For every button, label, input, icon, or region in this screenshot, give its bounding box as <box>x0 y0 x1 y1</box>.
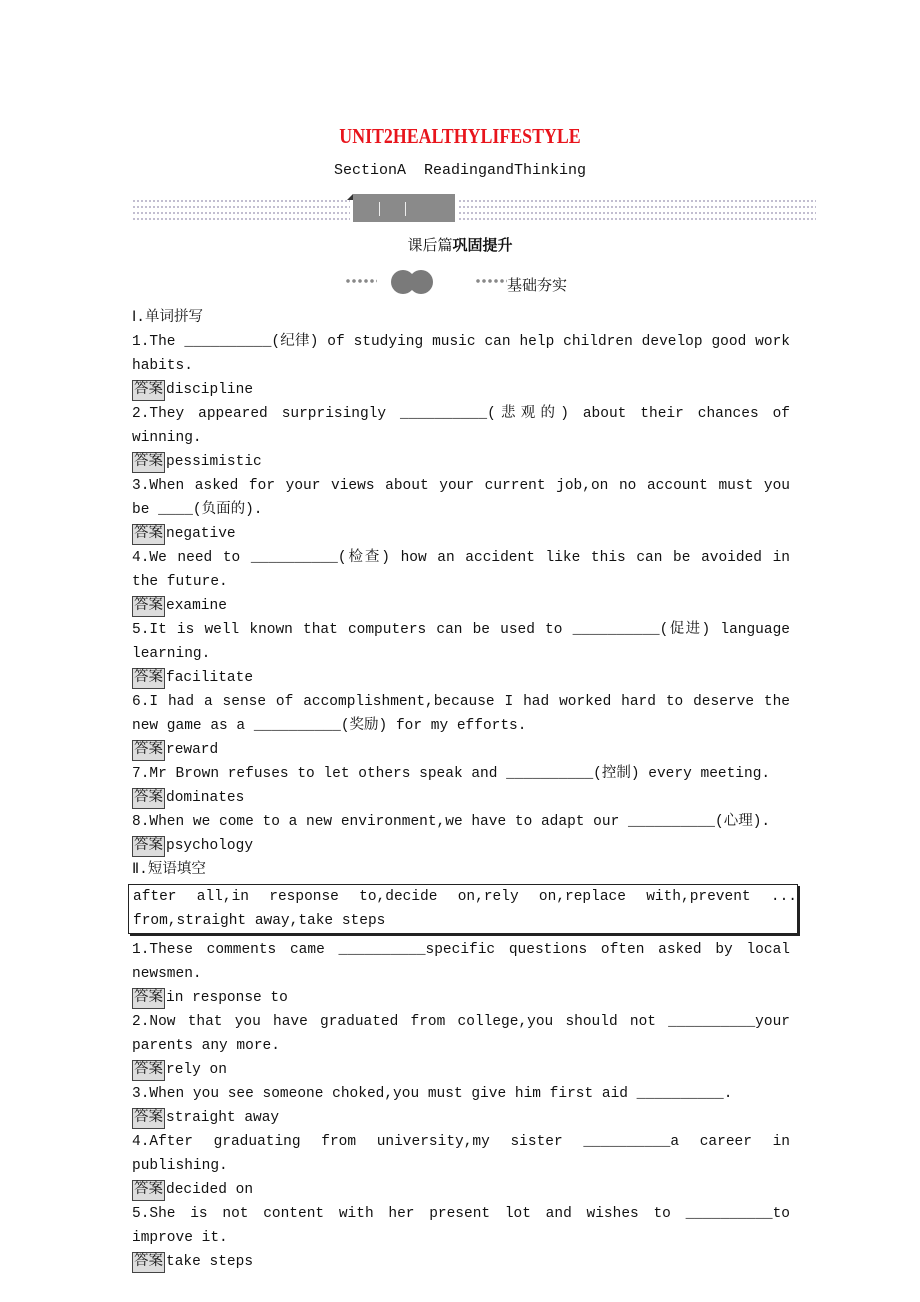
word-box: after all,in response to,decide on,rely on,replace with,prevent ... from,straight away,take steps <box>128 884 798 934</box>
question: 4.After graduating from university,my sister __________a career in publishing. <box>132 1134 790 1174</box>
dotted-divider-right <box>458 198 816 222</box>
answer-row <box>132 450 790 474</box>
answer-label: 答案 <box>132 1060 165 1081</box>
answer-text: pessimistic <box>166 454 262 470</box>
answer-row <box>132 986 790 1010</box>
section-heading <box>0 234 920 255</box>
answer-row <box>132 666 790 690</box>
answer-row <box>132 786 790 810</box>
answer-row <box>132 1058 790 1082</box>
question: 5.She is not content with her present lot and wishes to __________to improve it. <box>132 1206 790 1246</box>
question: 1.The __________(纪律) of studying music can help children develop good work habits. <box>132 334 790 374</box>
answer-label: 答案 <box>132 1252 165 1273</box>
question: 7.Mr Brown refuses to let others speak and __________(控制) every meeting. <box>132 766 771 782</box>
heading-prefix: 课后篇 <box>407 238 453 255</box>
answer-text: psychology <box>166 838 254 854</box>
part1-title: Ⅰ.单词拼写 <box>132 310 203 326</box>
circle-icon <box>409 270 433 294</box>
answer-label: 答案 <box>132 788 165 809</box>
answer-text: facilitate <box>166 670 254 686</box>
answer-text: rely on <box>166 1062 227 1078</box>
exercise-content <box>132 306 797 1274</box>
question: 8.When we come to a new environment,we have to adapt our __________(心理). <box>132 814 771 830</box>
answer-row <box>132 378 790 402</box>
answer-label: 答案 <box>132 988 165 1009</box>
answer-label: 答案 <box>132 596 165 617</box>
answer-text: reward <box>166 742 219 758</box>
question: 3.When you see someone choked,you must give him first aid __________. <box>132 1086 733 1102</box>
answer-text: dominates <box>166 790 245 806</box>
answer-label: 答案 <box>132 836 165 857</box>
answer-row <box>132 1250 790 1274</box>
answer-label: 答案 <box>132 524 165 545</box>
answer-label: 答案 <box>132 668 165 689</box>
answer-text: discipline <box>166 382 254 398</box>
answer-text: straight away <box>166 1110 280 1126</box>
question: 4.We need to __________(检查) how an accident like this can be avoided in the future. <box>132 550 790 590</box>
answer-text: decided on <box>166 1182 254 1198</box>
answer-row <box>132 1178 790 1202</box>
answer-label: 答案 <box>132 1180 165 1201</box>
heading-bold: 巩固提升 <box>452 238 513 255</box>
answer-row <box>132 522 790 546</box>
part2-title: Ⅱ.短语填空 <box>132 862 206 878</box>
subsection-decoration <box>345 266 585 296</box>
answer-row <box>132 834 790 858</box>
question: 3.When asked for your views about your current job,on no account must you be ____(负面的). <box>132 478 790 518</box>
answer-label: 答案 <box>132 740 165 761</box>
dots-icon <box>345 279 377 283</box>
question: 6.I had a sense of accomplishment,because I had worked hard to deserve the new game as a __________(奖励) for my efforts. <box>132 694 790 734</box>
question: 2.They appeared surprisingly __________(悲观的) about their chances of winning. <box>132 406 790 446</box>
question: 2.Now that you have graduated from college,you should not __________your parents any more. <box>132 1014 790 1054</box>
dotted-divider-left <box>132 198 350 222</box>
question: 1.These comments came __________specific questions often asked by local newsmen. <box>132 942 790 982</box>
answer-text: in response to <box>166 990 288 1006</box>
answer-label: 答案 <box>132 1108 165 1129</box>
answer-text: examine <box>166 598 227 614</box>
question: 5.It is well known that computers can be used to __________(促进) language learning. <box>132 622 790 662</box>
answer-row <box>132 738 790 762</box>
answer-label: 答案 <box>132 452 165 473</box>
answer-text: take steps <box>166 1254 254 1270</box>
dots-icon <box>475 279 507 283</box>
section-subtitle: SectionA ReadingandThinking <box>333 162 587 179</box>
answer-text: negative <box>166 526 236 542</box>
banner-decoration <box>353 194 455 222</box>
answer-row <box>132 1106 790 1130</box>
unit-title: UNIT2HEALTHYLIFESTYLE <box>339 124 581 148</box>
answer-label: 答案 <box>132 380 165 401</box>
answer-row <box>132 594 790 618</box>
subsection-label: 基础夯实 <box>507 278 568 295</box>
